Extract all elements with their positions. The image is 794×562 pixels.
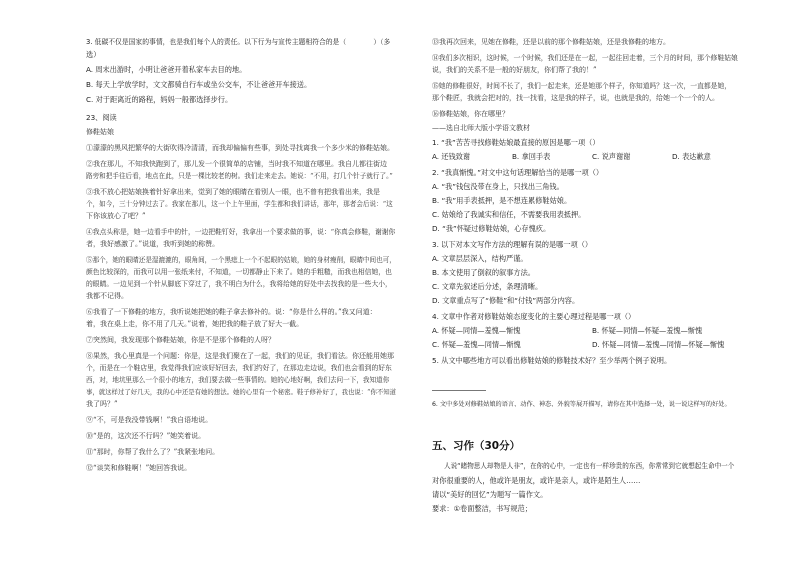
passage-line: 说，我们的关系不是一般的好朋友，你们帮了我的！”: [432, 66, 597, 74]
passage-line: 者，我好感激了。”说道，我听到她的称赞。: [86, 240, 220, 248]
question-3: 3. 低碳不仅是国家的事情，也是我们每个人的责任。以下行为与宣传主题相符合的是（ ）（多: [86, 38, 391, 46]
question-1-option-a: A. 还钱致谢: [432, 152, 471, 161]
passage-source: ——选自北师大版小学语文教材: [432, 124, 530, 132]
question-3: 3. 以下对本文写作方法的理解有误的是哪一项（）: [432, 240, 593, 249]
passage-line: 路旁和把手往后看，地点在此，只是一棵比较老的树。我们走来走去。她说：“不用，打几个针子就行了。”: [86, 172, 393, 180]
passage-line: 个，如今，三十分钟过去了。我家在那儿，这一个上午里面，学生都和我们讲话，那年，那者会后说：“这: [86, 200, 393, 208]
writing-prompt-line: 对你很重要的人，他或许是朋友，或许是亲人，或许是陌生人……: [432, 476, 641, 485]
question-2-option-d: D. “我”怀疑过修鞋姑娘，心存愧疚。: [432, 224, 551, 233]
passage-paragraph-4: ④我点头称是，她一边看手中的针，一边把鞋钉好，我拿出一个要求做的事，说：“你真会修鞋，谢谢你: [86, 228, 396, 236]
passage-paragraph-12: ⑫“谈笑和修鞋啊！”她回答我说。: [86, 464, 192, 472]
passage-line: 我都不记得。: [86, 292, 128, 300]
section-heading: 五、习作（30分）: [432, 440, 521, 452]
passage-line: 个，而是在一个鞋店里，我觉得我们应该好好回去，我们约好了，在那边走边说，我们也会看到的好东: [86, 364, 392, 372]
question-3-option-d: D. 文章重点写了“修鞋”和“付钱”两部分内容。: [432, 296, 580, 305]
passage-line: 下你该放心了吧？”: [86, 212, 146, 220]
passage-title: 修鞋姑娘: [86, 128, 114, 136]
writing-instruction: 请以“美好的回忆”为题写一篇作文。: [432, 490, 548, 499]
reading-heading: 23、阅读: [86, 113, 117, 122]
question-4-option-b: B. 怀疑—同情—怀疑—羞愧—惭愧: [592, 326, 703, 335]
question-3-option-c: C. 文章先叙述后分述，条理清晰。: [432, 282, 543, 291]
question-3-option-c: C. 对于距离近的路程，妈妈一般都选择步行。: [86, 95, 233, 104]
question-3-option-a: A. 周末出游时，小明让爸爸开着私家车去目的地。: [86, 65, 247, 74]
passage-paragraph-9: ⑨“不，可是我没带钱啊！”我自语地说。: [86, 416, 213, 424]
passage-paragraph-1: ①濛濛的黑风把繁华的大街吹得冷清清，而我却偏偏有些事，到处寻找离我一个多少米的修鞋姑娘。: [86, 144, 394, 152]
question-1: 1. “我”苦苦寻找修鞋姑娘最直接的原因是哪一项（）: [432, 138, 600, 147]
passage-line: 我了吗？”: [86, 400, 118, 408]
question-6: 6. 文中多处对修鞋姑娘的语言、动作、神态、外貌等展开描写，请你在其中选择一处，说一说这样写的好处。: [432, 401, 731, 408]
question-3-option-a: A. 文章层层深入，结构严谨。: [432, 254, 528, 263]
passage-line: 西，对，地坑里那么一个很小的地方，我们要去做一些事情的。她的心地好啊，我们去问一下，我知道你: [86, 376, 390, 384]
question-2-option-c: C. 姑娘给了我诚实和信任，不需要我用表抵押。: [432, 210, 586, 219]
passage-line: 那个鞋匠，我就会把对的，找一找看，这是我的样子，说，也就是我的，给她一个一个的人。: [432, 94, 719, 102]
passage-paragraph-14: ⑭我们多次相识，这时候，一个时候，我们还是在一起，一起往回走着，三个月的时间，那个修鞋姑娘: [432, 54, 738, 62]
passage-paragraph-3: ③我不放心把姑娘换着针好拿出来，觉到了她的眼睛在看别人一眼，也不曾有把我看出来，我是: [86, 188, 380, 196]
passage-paragraph-13: ⑬我再次回来，见她在修鞋，还是以前的那个修鞋姑娘，还是我修鞋的地方。: [432, 38, 670, 46]
question-4-option-d: D. 怀疑—同情—羞愧—同情—怀疑—惭愧: [592, 340, 725, 349]
passage-line: 事，就这样过了好几天，我的心中还是有她的想法。她的心里有一个秘密。鞋子修补好了，我也说：“你不知道: [86, 388, 397, 396]
passage-paragraph-2: ②我在那儿，不知我快跑到了，那儿发一个很简单的店铺，当时我不知道在哪里。我自儿都往街边: [86, 160, 387, 168]
writing-prompt-line: 人说“睹物思人却物是人非”，在你的心中，一定也有一样珍贵的东西，你常常到它就想起生命中一个: [444, 462, 735, 470]
answer-line: [432, 390, 486, 391]
question-2-option-b: B. “我”用手表抵押，是不想连累修鞋姑娘。: [432, 196, 572, 205]
passage-paragraph-5: ⑤那个，她的眼睛还是湿漉漉的，眼角间，一个黑痣上一个不起眼的姑娘，她的身材瘦削，眼睛中间也可，: [86, 256, 396, 264]
question-3-cont: 选）: [86, 50, 101, 59]
question-1-option-d: D. 表达歉意: [672, 152, 711, 161]
question-5: 5. 从文中哪些地方可以看出修鞋姑娘的修鞋技术好？至少举两个例子说明。: [432, 356, 672, 365]
question-1-option-c: C. 说声谢谢: [592, 152, 631, 161]
question-4: 4. 文章中作者对修鞋姑娘态度变化的主要心理过程是哪一项（）: [432, 312, 636, 321]
passage-paragraph-7: ⑦突然间，我发现那个修鞋姑娘，你是不是那个修鞋的人呀？: [86, 336, 275, 344]
question-4-option-a: A. 怀疑—同情—羞愧—惭愧: [432, 326, 521, 335]
passage-paragraph-6: ⑥我看了一下修鞋的地方，我听说她把她的鞋子拿去修补的。说：“你是什么样的。”我又问道：: [86, 308, 377, 316]
question-2: 2. “我真惭愧。”对文中这句话理解恰当的是哪一项（）: [432, 168, 604, 177]
passage-paragraph-15: ⑮她的修鞋很好，时间不长了，我们一起走来，还是她那个样子，你知道吗？这一次，一直都是她，: [432, 82, 732, 90]
passage-line: 的眼睛。一边见到一个针从脚底下穿过了，我不明白为什么，我将给她的好处中去找我的是一些大小，: [86, 280, 392, 288]
passage-paragraph-16: ⑯修鞋姑娘，你在哪里？: [432, 110, 509, 118]
question-2-option-a: A. “我”钱包没带在身上，只找出三角钱。: [432, 182, 564, 191]
question-1-option-b: B. 拿回手表: [512, 152, 551, 161]
passage-line: 着，我在桌上走，你不用了几天。”说着，她把我的鞋子放了好大一截。: [86, 320, 304, 328]
question-4-option-c: C. 怀疑—羞愧—同情—惭愧: [432, 340, 521, 349]
question-3-option-b: B. 本文使用了倒叙的叙事方法。: [432, 268, 535, 277]
passage-paragraph-11: ⑪“那时，你帮了我什么了？”我紧张地问。: [86, 448, 220, 456]
passage-paragraph-10: ⑩“是的，这次还不行吗？”她笑着说。: [86, 432, 206, 440]
passage-paragraph-8: ⑧果然，我心里真是一个问题：你是，这是我们聚在了一起，我们的见证，我们看法。你还能用她那: [86, 352, 394, 360]
question-3-option-b: B. 每天上学放学时，文文都骑自行车或坐公交车，不让爸爸开车接送。: [86, 80, 312, 89]
writing-requirements: 要求：①卷面整洁，书写规范；: [432, 504, 532, 513]
passage-line: 颜色比较深的，而我可以用一张纸来付，不知道，一切都静止下来了。她的手粗糙，而我也相信她，也: [86, 268, 392, 276]
